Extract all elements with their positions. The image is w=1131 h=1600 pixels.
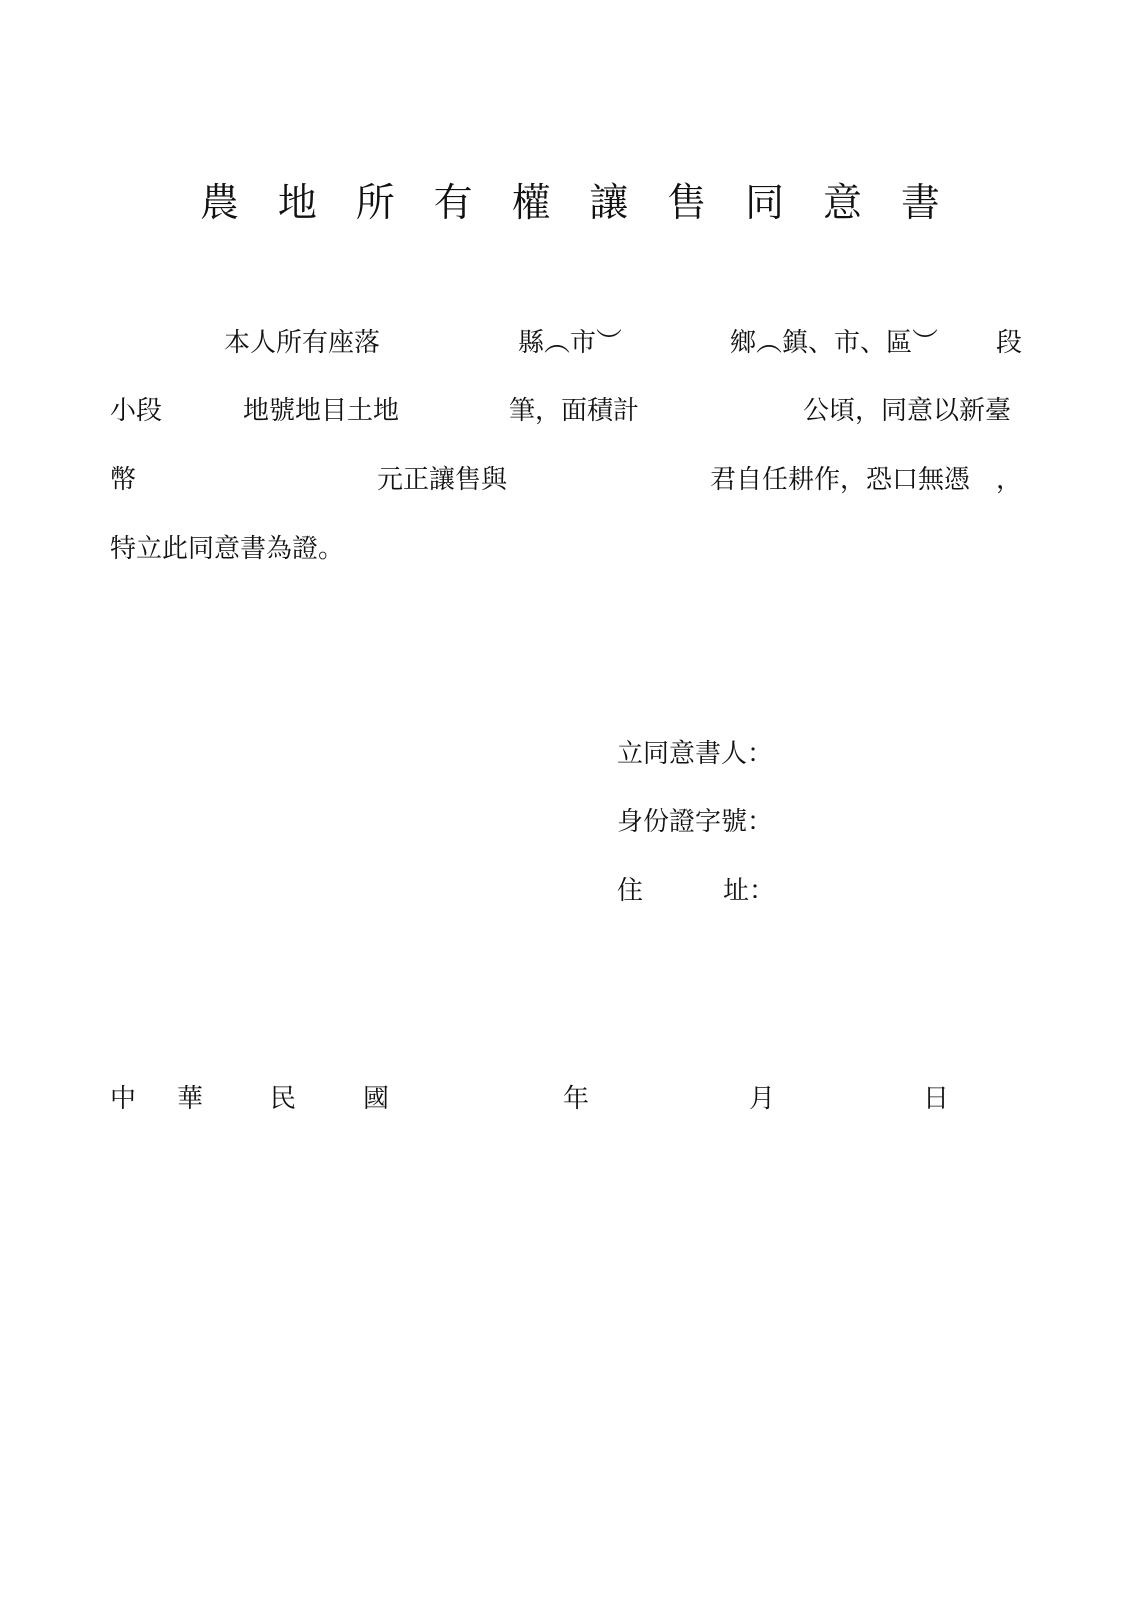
date-month-label: 月 bbox=[749, 1084, 776, 1114]
title-char: 售 bbox=[667, 181, 707, 226]
address-label-part1: 住 bbox=[617, 876, 644, 906]
body-line1-section: 段 bbox=[996, 328, 1023, 358]
body-line2-lot: 地號地目土地 bbox=[243, 396, 400, 426]
body-line1-county: 縣︵市︶ bbox=[518, 328, 623, 358]
title-char: 讓 bbox=[589, 181, 629, 226]
body-line4-closing: 特立此同意書為證。 bbox=[110, 534, 345, 564]
title-char: 書 bbox=[900, 181, 940, 226]
id-number-label: 身份證字號： bbox=[617, 807, 774, 837]
date-char-zhong: 中 bbox=[110, 1084, 137, 1114]
date-char-hua: 華 bbox=[177, 1084, 204, 1114]
title-char: 意 bbox=[823, 181, 863, 226]
body-line2-subsection: 小段 bbox=[110, 396, 163, 426]
body-line3-currency: 幣 bbox=[110, 465, 137, 495]
title-char: 同 bbox=[745, 181, 785, 226]
date-year-label: 年 bbox=[563, 1084, 590, 1114]
body-line1-location: 本人所有座落 bbox=[224, 328, 381, 358]
body-line3-comma: ， bbox=[996, 465, 1023, 495]
body-line3-buyer: 君自任耕作，恐口無憑 bbox=[710, 465, 971, 495]
document-title bbox=[200, 180, 940, 228]
date-day-label: 日 bbox=[923, 1084, 950, 1114]
title-char: 有 bbox=[433, 181, 473, 226]
date-char-guo: 國 bbox=[363, 1084, 390, 1114]
body-line2-parcels: 筆，面積計 bbox=[509, 396, 640, 426]
body-line1-township: 鄉︵鎮、市、區︶ bbox=[730, 328, 939, 358]
title-char: 所 bbox=[355, 181, 395, 226]
body-line3-price: 元正讓售與 bbox=[377, 465, 508, 495]
title-char: 權 bbox=[511, 181, 551, 226]
signer-label: 立同意書人： bbox=[617, 739, 774, 769]
title-char: 農 bbox=[200, 181, 240, 226]
body-line2-area: 公頃，同意以新臺 bbox=[803, 396, 1012, 426]
title-char: 地 bbox=[277, 181, 317, 226]
address-label-part2: 址： bbox=[723, 876, 776, 906]
date-char-min: 民 bbox=[270, 1084, 297, 1114]
